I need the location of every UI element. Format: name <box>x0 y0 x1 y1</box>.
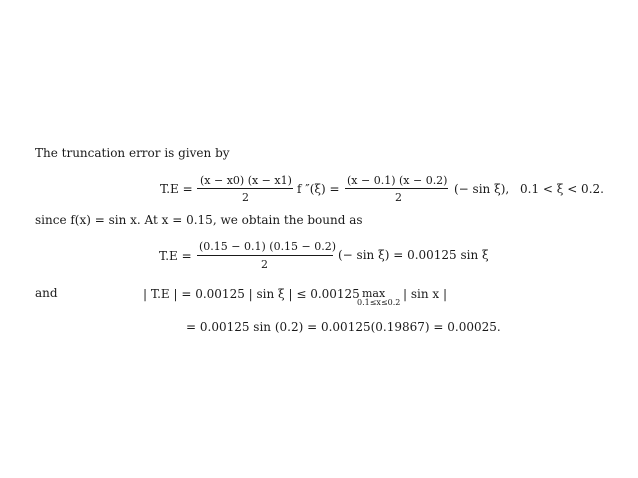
eq2-fraction-bar <box>197 255 333 256</box>
and-label: and <box>35 286 58 300</box>
eq3-max-word: max <box>362 287 386 300</box>
since-text: since f(x) = sin x. At x = 0.15, we obtain the bound as <box>35 213 363 227</box>
eq2-lhs: T.E = <box>159 249 192 263</box>
eq2-fraction-numerator: (0.15 − 0.1) (0.15 − 0.2) <box>199 240 337 253</box>
eq1-tail: (− sin ξ), <box>454 182 510 196</box>
eq1-fraction2-denominator: 2 <box>395 191 402 204</box>
eq2-fraction-denominator: 2 <box>261 258 268 271</box>
eq3-max-subscript: 0.1≤x≤0.2 <box>357 298 401 307</box>
eq1-fraction1-numerator: (x − x0) (x − x1) <box>200 174 292 187</box>
eq2-tail: (− sin ξ) = 0.00125 sin ξ <box>338 248 489 262</box>
eq3-main: | T.E | = 0.00125 | sin ξ | ≤ 0.00125 <box>143 287 360 301</box>
intro-text: The truncation error is given by <box>35 146 230 160</box>
eq1-fraction1-bar <box>197 188 293 189</box>
eq1-derivative: f ″(ξ) = <box>297 182 340 196</box>
eq1-fraction2-numerator: (x − 0.1) (x − 0.2) <box>347 174 448 187</box>
eq3-max-tail: | sin x | <box>403 287 448 301</box>
eq1-range: 0.1 < ξ < 0.2. <box>520 182 604 196</box>
eq1-fraction1-denominator: 2 <box>242 191 249 204</box>
eq1-lhs: T.E = <box>160 182 193 196</box>
eq4-result: = 0.00125 sin (0.2) = 0.00125(0.19867) = 0.00025. <box>186 320 501 334</box>
eq1-fraction2-bar <box>345 188 448 189</box>
